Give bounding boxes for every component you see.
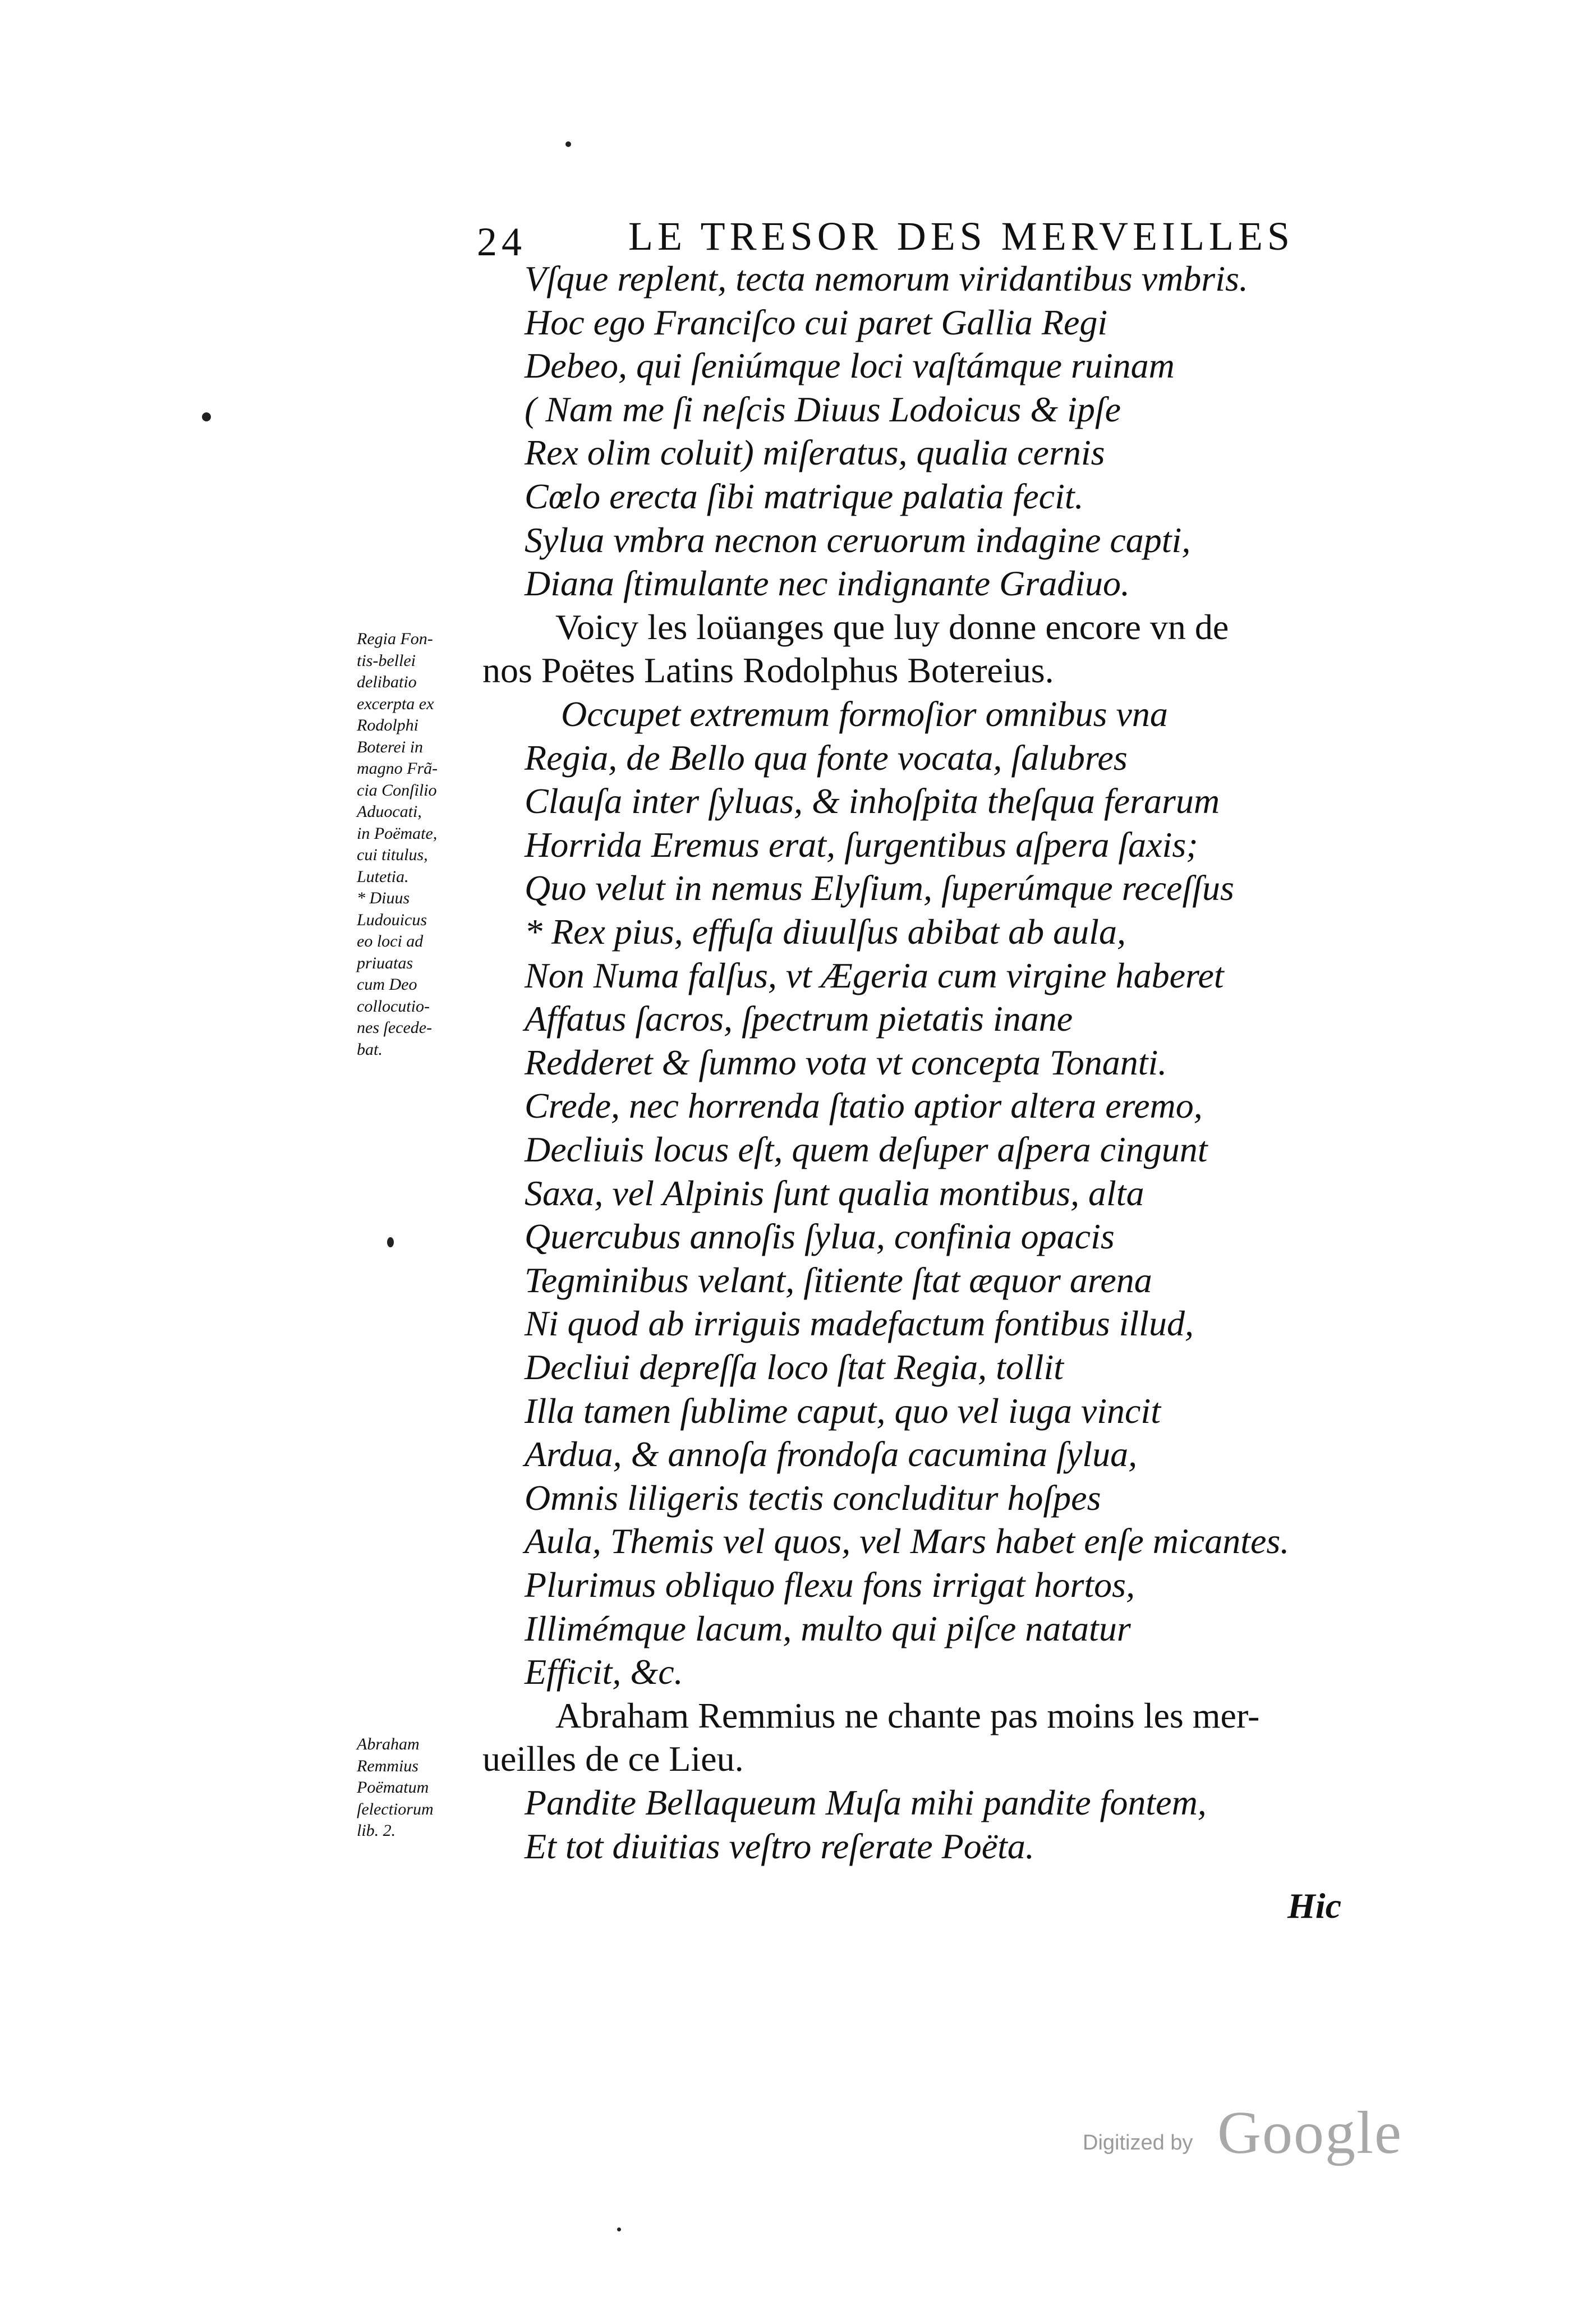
verse-line: * Rex pius, effuſa diuulſus abibat ab aula, [525, 912, 1126, 952]
ink-speck [387, 1237, 394, 1247]
running-title: LE TRESOR DES MERVEILLES [628, 214, 1294, 259]
verse-line: Sylua vmbra necnon ceruorum indagine capti, [525, 520, 1191, 560]
verse-line: Hoc ego Franciſco cui paret Gallia Regi [525, 302, 1108, 342]
verse-line: Plurimus obliquo flexu fons irrigat hortos, [525, 1565, 1135, 1605]
digitized-watermark [1083, 2098, 1431, 2166]
prose-line: nos Poëtes Latins Rodolphus Botereius. [482, 650, 1054, 691]
verse-line: Pandite Bellaqueum Muſa mihi pandite fontem, [525, 1783, 1207, 1822]
verse-line: Affatus ſacros, ſpectrum pietatis inane [525, 999, 1073, 1039]
verse-line: Illimémque lacum, multo qui piſce natatur [525, 1608, 1131, 1648]
verse-line: Debeo, qui ſeniúmque loci vaſtámque ruinam [525, 346, 1175, 386]
verse-line: Saxa, vel Alpinis ſunt qualia montibus, alta [525, 1173, 1144, 1213]
verse-line: Decliuis locus eſt, quem deſuper aſpera cingunt [525, 1129, 1208, 1169]
verse-line: Clauſa inter ſyluas, & inhoſpita theſqua ferarum [525, 781, 1220, 821]
verse-line: Occupet extremum formoſior omnibus vna [561, 694, 1168, 734]
verse-line: Regia, de Bello qua fonte vocata, ſalubres [525, 737, 1128, 778]
verse-line: Cœlo erecta ſibi matrique palatia fecit. [525, 476, 1084, 516]
margin-note-botereius: Regia Fon- tis-bellei delibatio excerpta ex Rodolphi Boterei in magno Frã- cia Conſilio Aduocati, in Poëmate, cui titulus, Lutetia. * Diuus Ludouicus eo loci ad priuatas cum Deo collocutio- nes ſecede- bat. [357, 630, 438, 1059]
verse-line: Omnis liligeris tectis concluditur hoſpes [525, 1477, 1101, 1518]
ink-speck [565, 141, 571, 147]
digitized-label: Digitized by [1083, 2131, 1193, 2155]
page-number: 24 [477, 219, 526, 264]
verse-line: Quercubus annoſis ſylua, confinia opacis [525, 1216, 1115, 1257]
verse-line: Aula, Themis vel quos, vel Mars habet enſe micantes. [525, 1521, 1290, 1561]
verse-line: Non Numa falſus, vt Ægeria cum virgine haberet [525, 955, 1224, 995]
prose-line: Voicy les loüanges que luy donne encore vn de [555, 607, 1229, 647]
verse-line: Decliui depreſſa loco ſtat Regia, tollit [525, 1347, 1064, 1387]
verse-line: Crede, nec horrenda ſtatio aptior altera eremo, [525, 1086, 1203, 1126]
verse-line: Ardua, & annoſa frondoſa cacumina ſylua, [525, 1434, 1138, 1475]
verse-line: Rex olim coluit) miſeratus, qualia cernis [525, 433, 1105, 473]
verse-line: Quo velut in nemus Elyſium, ſuperúmque receſſus [525, 868, 1234, 908]
google-logo: Google [1217, 2100, 1402, 2166]
verse-line: Tegminibus velant, ſitiente ſtat æquor arena [525, 1260, 1152, 1300]
verse-line: Illa tamen ſublime caput, quo vel iuga vincit [525, 1390, 1161, 1431]
margin-note-remmius: Abraham Remmius Poëmatum ſelectiorum lib. 2. [357, 1735, 434, 1840]
verse-line: ( Nam me ſi neſcis Diuus Lodoicus & ipſe [525, 389, 1121, 429]
catchword: Hic [1287, 1886, 1341, 1926]
verse-line: Vſque replent, tecta nemorum viridantibus vmbris. [525, 259, 1248, 298]
ink-speck [617, 2227, 621, 2231]
verse-line: Et tot diuitias veſtro reſerate Poëta. [525, 1826, 1034, 1866]
verse-line: Ni quod ab irriguis madefactum fontibus illud, [525, 1303, 1194, 1344]
ink-speck [202, 412, 211, 421]
prose-line: Abraham Remmius ne chante pas moins les mer- [555, 1695, 1260, 1735]
verse-line: Efficit, &c. [525, 1652, 683, 1692]
verse-line: Horrida Eremus erat, ſurgentibus aſpera ſaxis; [525, 824, 1198, 865]
verse-line: Diana ſtimulante nec indignante Gradiuo. [525, 563, 1130, 604]
verse-line: Redderet & ſummo vota vt concepta Tonanti. [525, 1042, 1167, 1082]
prose-line: ueilles de ce Lieu. [482, 1739, 744, 1779]
